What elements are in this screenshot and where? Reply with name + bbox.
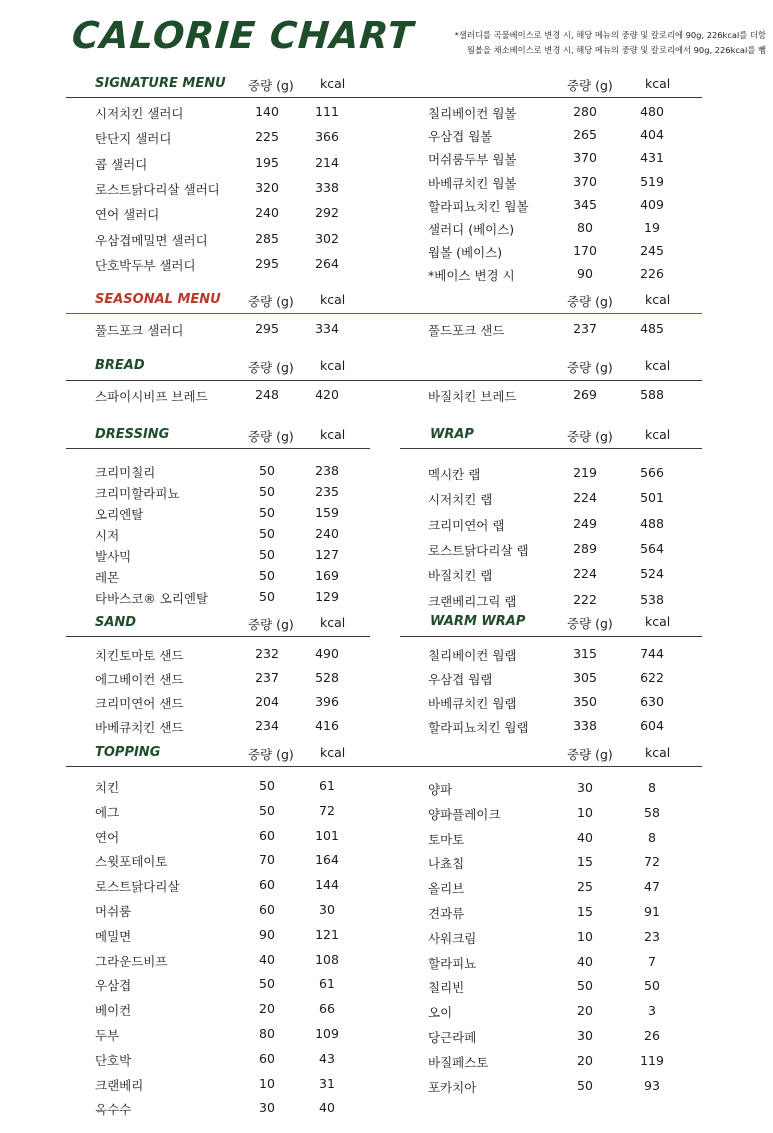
menu-item-weight: 50 xyxy=(259,976,275,992)
menu-item-weight: 140 xyxy=(255,104,279,119)
menu-item-kcal: 264 xyxy=(315,255,339,271)
menu-item-weight: 224 xyxy=(573,490,597,506)
weight-header: 중량 (g) xyxy=(248,294,294,309)
menu-item-name: 발사믹 xyxy=(95,549,132,564)
menu-item-name: 바질치킨 브레드 xyxy=(428,389,517,404)
kcal-header: kcal xyxy=(320,76,346,91)
kcal-header: kcal xyxy=(645,427,671,442)
menu-item-kcal: 524 xyxy=(640,566,664,582)
section-title-seasonal: SEASONAL MENU xyxy=(95,292,221,307)
menu-item-kcal: 245 xyxy=(640,243,664,259)
menu-item-name: 크리미연어 랩 xyxy=(428,517,505,533)
divider-line xyxy=(66,766,702,767)
menu-item-name: 머쉬룸두부 웜볼 xyxy=(428,152,517,168)
section-title-dressing: DRESSING xyxy=(95,427,170,442)
menu-item-kcal: 630 xyxy=(640,694,664,709)
menu-item-kcal: 519 xyxy=(640,173,664,189)
menu-item-name: 옥수수 xyxy=(95,1102,132,1118)
menu-item-weight: 285 xyxy=(255,230,279,246)
menu-item-kcal: 50 xyxy=(644,978,660,994)
menu-item-name: 단호박두부 샐러디 xyxy=(95,257,196,273)
menu-item-name: 로스트닭다리살 xyxy=(95,879,180,895)
menu-item-name: 오리엔탈 xyxy=(95,507,144,522)
menu-item-weight: 240 xyxy=(255,205,279,221)
menu-item-kcal: 302 xyxy=(315,230,339,246)
weight-header: 중량 (g) xyxy=(567,616,613,631)
menu-item-weight: 50 xyxy=(577,1077,593,1093)
menu-item-name: 콥 샐러디 xyxy=(95,156,148,172)
divider-line xyxy=(66,380,702,381)
menu-item-weight: 237 xyxy=(573,321,597,336)
menu-item-kcal: 488 xyxy=(640,515,664,531)
menu-item-weight: 280 xyxy=(573,104,597,119)
menu-item-name: 칠리빈 xyxy=(428,980,465,996)
menu-item-weight: 20 xyxy=(577,1003,593,1019)
menu-item-weight: 219 xyxy=(573,465,597,480)
menu-item-kcal: 226 xyxy=(640,266,664,282)
weight-header: 중량 (g) xyxy=(248,360,294,375)
menu-item-kcal: 3 xyxy=(648,1003,656,1019)
divider-line xyxy=(66,448,370,449)
menu-item-weight: 50 xyxy=(259,526,275,541)
menu-item-kcal: 40 xyxy=(319,1100,335,1116)
menu-item-kcal: 366 xyxy=(315,129,339,145)
menu-item-kcal: 19 xyxy=(644,220,660,235)
weight-header: 중량 (g) xyxy=(567,294,613,309)
menu-item-weight: 265 xyxy=(573,127,597,143)
menu-item-weight: 222 xyxy=(573,591,597,607)
menu-item-kcal: 8 xyxy=(648,829,656,845)
menu-item-name: 바베큐치킨 샌드 xyxy=(95,720,184,735)
section-title-signature: SIGNATURE MENU xyxy=(95,76,226,91)
weight-header: 중량 (g) xyxy=(248,78,294,93)
menu-item-name: 로스트닭다리살 샐러디 xyxy=(95,181,220,197)
menu-item-name: 시저 xyxy=(95,528,120,543)
menu-item-kcal: 420 xyxy=(315,387,339,402)
menu-item-kcal: 480 xyxy=(640,104,664,119)
menu-item-kcal: 58 xyxy=(644,804,660,820)
note-line-2: 웜볼을 채소베이스로 변경 시, 해당 메뉴의 중량 및 칼로리에서 90g, 226kcal를 뺌 xyxy=(466,45,766,55)
menu-item-kcal: 23 xyxy=(644,928,660,944)
menu-item-weight: 40 xyxy=(577,829,593,845)
note-line-1: *샐러디를 곡물베이스로 변경 시, 해당 메뉴의 중량 및 칼로리에 90g, 226kcal를 더함 xyxy=(454,30,766,40)
menu-item-weight: 350 xyxy=(573,694,597,709)
menu-item-weight: 40 xyxy=(577,953,593,969)
menu-item-kcal: 30 xyxy=(319,902,335,917)
menu-item-kcal: 338 xyxy=(315,179,339,195)
kcal-header: kcal xyxy=(645,614,671,629)
menu-item-weight: 20 xyxy=(259,1001,275,1017)
menu-item-kcal: 744 xyxy=(640,646,664,661)
menu-item-kcal: 416 xyxy=(315,718,339,733)
menu-item-kcal: 61 xyxy=(319,778,335,793)
menu-item-kcal: 538 xyxy=(640,591,664,607)
menu-item-name: 당근라페 xyxy=(428,1030,477,1045)
menu-item-weight: 50 xyxy=(259,484,275,499)
menu-item-weight: 50 xyxy=(259,505,275,520)
menu-item-weight: 60 xyxy=(259,902,275,917)
menu-item-name: 연어 샐러디 xyxy=(95,207,160,223)
menu-item-name: 시저치킨 샐러디 xyxy=(95,106,184,121)
menu-item-name: 사워크림 xyxy=(428,930,477,946)
menu-item-name: 칠리베이컨 웜랩 xyxy=(428,648,517,663)
menu-item-name: 로스트닭다리살 랩 xyxy=(428,542,529,558)
menu-item-weight: 50 xyxy=(577,978,593,994)
divider-line xyxy=(66,313,702,314)
menu-item-weight: 90 xyxy=(577,266,593,282)
menu-item-name: 베이컨 xyxy=(95,1003,132,1019)
menu-item-kcal: 292 xyxy=(315,205,339,221)
menu-item-kcal: 604 xyxy=(640,718,664,733)
section-title-topping: TOPPING xyxy=(95,745,161,760)
menu-item-kcal: 93 xyxy=(644,1077,660,1093)
menu-item-weight: 170 xyxy=(573,243,597,259)
menu-item-weight: 345 xyxy=(573,196,597,212)
menu-item-name: 풀드포크 샌드 xyxy=(428,323,505,338)
menu-item-name: 우삼겹메밀면 샐러디 xyxy=(95,232,208,248)
menu-item-name: 크리미할라피뇨 xyxy=(95,486,180,501)
menu-item-weight: 269 xyxy=(573,387,597,402)
menu-item-weight: 30 xyxy=(577,1028,593,1043)
menu-item-weight: 50 xyxy=(259,463,275,478)
menu-item-name: 바질페스토 xyxy=(428,1054,489,1070)
menu-item-name: 우삼겹 웜볼 xyxy=(428,129,493,145)
menu-item-name: 칠리베이컨 웜볼 xyxy=(428,106,517,121)
menu-item-name: 양파플레이크 xyxy=(428,806,501,822)
menu-item-weight: 10 xyxy=(577,804,593,820)
menu-item-weight: 370 xyxy=(573,173,597,189)
menu-item-weight: 80 xyxy=(259,1026,275,1041)
menu-item-kcal: 240 xyxy=(315,526,339,541)
menu-item-name: 스파이시비프 브레드 xyxy=(95,389,208,404)
menu-item-name: 에그 xyxy=(95,804,120,820)
menu-item-weight: 80 xyxy=(577,220,593,235)
menu-item-kcal: 66 xyxy=(319,1001,335,1017)
menu-item-weight: 305 xyxy=(573,670,597,685)
menu-item-weight: 249 xyxy=(573,515,597,531)
kcal-header: kcal xyxy=(645,292,671,307)
weight-header: 중량 (g) xyxy=(567,360,613,375)
kcal-header: kcal xyxy=(320,745,346,760)
weight-header: 중량 (g) xyxy=(248,747,294,762)
menu-item-weight: 60 xyxy=(259,1050,275,1066)
menu-item-kcal: 564 xyxy=(640,540,664,556)
menu-item-weight: 50 xyxy=(259,547,275,562)
kcal-header: kcal xyxy=(645,76,671,91)
menu-item-name: 치킨토마토 샌드 xyxy=(95,648,184,663)
menu-item-kcal: 334 xyxy=(315,321,339,336)
menu-item-name: 나쵸칩 xyxy=(428,856,465,872)
divider-line xyxy=(66,636,370,637)
menu-item-name: 바질치킨 랩 xyxy=(428,568,493,584)
menu-item-name: 포카치아 xyxy=(428,1079,477,1095)
menu-item-weight: 50 xyxy=(259,589,275,604)
menu-item-name: 레몬 xyxy=(95,570,120,585)
menu-item-kcal: 566 xyxy=(640,465,664,480)
menu-item-name: 견과류 xyxy=(428,906,465,921)
menu-item-kcal: 119 xyxy=(640,1052,664,1068)
section-title-sand: SAND xyxy=(95,615,137,630)
menu-item-kcal: 111 xyxy=(315,104,339,119)
menu-item-kcal: 235 xyxy=(315,484,339,499)
menu-item-weight: 232 xyxy=(255,646,279,661)
menu-item-name: 크리미연어 샌드 xyxy=(95,696,184,711)
menu-item-weight: 20 xyxy=(577,1052,593,1068)
menu-item-kcal: 61 xyxy=(319,976,335,992)
section-title-bread: BREAD xyxy=(95,358,145,373)
menu-item-kcal: 129 xyxy=(315,589,339,604)
weight-header: 중량 (g) xyxy=(248,429,294,444)
menu-item-name: 메밀면 xyxy=(95,928,132,944)
weight-header: 중량 (g) xyxy=(248,617,294,632)
menu-item-kcal: 47 xyxy=(644,879,660,895)
menu-item-name: 할라피뇨치킨 웜볼 xyxy=(428,198,529,214)
menu-item-weight: 204 xyxy=(255,694,279,709)
menu-item-kcal: 490 xyxy=(315,646,339,661)
menu-item-weight: 10 xyxy=(577,928,593,944)
menu-item-name: 스윗포테이토 xyxy=(95,854,168,870)
menu-item-kcal: 238 xyxy=(315,463,339,478)
section-title-warmwrap: WARM WRAP xyxy=(430,614,526,629)
menu-item-kcal: 31 xyxy=(319,1075,335,1091)
menu-item-kcal: 214 xyxy=(315,154,339,170)
menu-item-name: 할라피뇨치킨 웜랩 xyxy=(428,720,529,735)
divider-line xyxy=(400,448,702,449)
menu-item-name: 단호박 xyxy=(95,1052,132,1068)
menu-item-kcal: 127 xyxy=(315,547,339,562)
menu-item-weight: 370 xyxy=(573,150,597,166)
page-title: CALORIE CHART xyxy=(70,14,416,57)
menu-item-kcal: 7 xyxy=(648,953,656,969)
menu-item-name: 크랜베리 xyxy=(95,1077,144,1093)
menu-item-weight: 25 xyxy=(577,879,593,895)
menu-item-name: 토마토 xyxy=(428,831,465,847)
divider-line xyxy=(400,636,702,637)
menu-item-kcal: 431 xyxy=(640,150,664,166)
menu-item-name: 머쉬룸 xyxy=(95,904,132,919)
menu-item-kcal: 622 xyxy=(640,670,664,685)
menu-item-kcal: 528 xyxy=(315,670,339,685)
menu-item-weight: 295 xyxy=(255,321,279,336)
divider-line xyxy=(66,97,702,98)
weight-header: 중량 (g) xyxy=(567,429,613,444)
kcal-header: kcal xyxy=(320,292,346,307)
menu-item-kcal: 91 xyxy=(644,904,660,919)
menu-item-kcal: 169 xyxy=(315,568,339,583)
menu-item-weight: 70 xyxy=(259,852,275,868)
menu-item-kcal: 101 xyxy=(315,827,339,843)
menu-item-weight: 248 xyxy=(255,387,279,402)
menu-item-name: 올리브 xyxy=(428,881,465,897)
menu-item-weight: 50 xyxy=(259,778,275,793)
menu-item-weight: 60 xyxy=(259,827,275,843)
kcal-header: kcal xyxy=(320,358,346,373)
menu-item-weight: 289 xyxy=(573,540,597,556)
menu-item-name: 치킨 xyxy=(95,780,120,795)
kcal-header: kcal xyxy=(320,427,346,442)
menu-item-weight: 237 xyxy=(255,670,279,685)
menu-item-weight: 225 xyxy=(255,129,279,145)
menu-item-weight: 15 xyxy=(577,904,593,919)
menu-item-name: 탄단지 샐러디 xyxy=(95,131,172,147)
kcal-header: kcal xyxy=(645,358,671,373)
menu-item-kcal: 26 xyxy=(644,1028,660,1043)
menu-item-name: 샐러디 (베이스) xyxy=(428,222,515,237)
menu-item-name: 시저치킨 랩 xyxy=(428,492,493,508)
menu-item-kcal: 501 xyxy=(640,490,664,506)
menu-item-weight: 40 xyxy=(259,951,275,967)
menu-item-name: 그라운드비프 xyxy=(95,953,168,969)
menu-item-kcal: 485 xyxy=(640,321,664,336)
menu-item-weight: 30 xyxy=(577,780,593,795)
menu-item-weight: 224 xyxy=(573,566,597,582)
menu-item-name: 바베큐치킨 웜랩 xyxy=(428,696,517,711)
base-change-note xyxy=(371,28,766,58)
menu-item-weight: 15 xyxy=(577,854,593,870)
menu-item-kcal: 43 xyxy=(319,1050,335,1066)
menu-item-kcal: 164 xyxy=(315,852,339,868)
kcal-header: kcal xyxy=(645,745,671,760)
menu-item-name: 웜볼 (베이스) xyxy=(428,245,503,261)
menu-item-weight: 60 xyxy=(259,877,275,893)
menu-item-weight: 10 xyxy=(259,1075,275,1091)
menu-item-name: 타바스코® 오리엔탈 xyxy=(95,591,209,606)
menu-item-kcal: 404 xyxy=(640,127,664,143)
menu-item-name: 풀드포크 샐러디 xyxy=(95,323,184,338)
menu-item-kcal: 72 xyxy=(644,854,660,870)
menu-item-weight: 50 xyxy=(259,568,275,583)
menu-item-name: 할라피뇨 xyxy=(428,955,477,971)
menu-item-name: 크리미칠리 xyxy=(95,465,156,480)
menu-item-weight: 338 xyxy=(573,718,597,733)
menu-item-kcal: 72 xyxy=(319,802,335,818)
menu-item-kcal: 396 xyxy=(315,694,339,709)
menu-item-name: 우삼겹 xyxy=(95,978,132,994)
menu-item-kcal: 409 xyxy=(640,196,664,212)
menu-item-name: 크랜베리그릭 랩 xyxy=(428,593,517,609)
menu-item-weight: 234 xyxy=(255,718,279,733)
menu-item-name: 오이 xyxy=(428,1005,453,1021)
menu-item-weight: 30 xyxy=(259,1100,275,1116)
menu-item-kcal: 159 xyxy=(315,505,339,520)
menu-item-name: *베이스 변경 시 xyxy=(428,268,515,284)
menu-item-name: 양파 xyxy=(428,782,453,797)
menu-item-weight: 295 xyxy=(255,255,279,271)
menu-item-kcal: 144 xyxy=(315,877,339,893)
menu-item-kcal: 121 xyxy=(315,926,339,942)
kcal-header: kcal xyxy=(320,615,346,630)
menu-item-name: 에그베이컨 샌드 xyxy=(95,672,184,687)
weight-header: 중량 (g) xyxy=(567,78,613,93)
menu-item-weight: 195 xyxy=(255,154,279,170)
menu-item-name: 연어 xyxy=(95,829,120,845)
menu-item-name: 바베큐치킨 웜볼 xyxy=(428,175,517,191)
menu-item-kcal: 109 xyxy=(315,1026,339,1041)
menu-item-kcal: 8 xyxy=(648,780,656,795)
menu-item-name: 두부 xyxy=(95,1028,120,1043)
menu-item-name: 우삼겹 웜랩 xyxy=(428,672,493,687)
menu-item-weight: 50 xyxy=(259,802,275,818)
menu-item-kcal: 588 xyxy=(640,387,664,402)
menu-item-kcal: 108 xyxy=(315,951,339,967)
section-title-wrap: WRAP xyxy=(430,427,474,442)
menu-item-weight: 320 xyxy=(255,179,279,195)
menu-item-weight: 90 xyxy=(259,926,275,942)
menu-item-name: 멕시칸 랩 xyxy=(428,467,481,482)
menu-item-weight: 315 xyxy=(573,646,597,661)
weight-header: 중량 (g) xyxy=(567,747,613,762)
